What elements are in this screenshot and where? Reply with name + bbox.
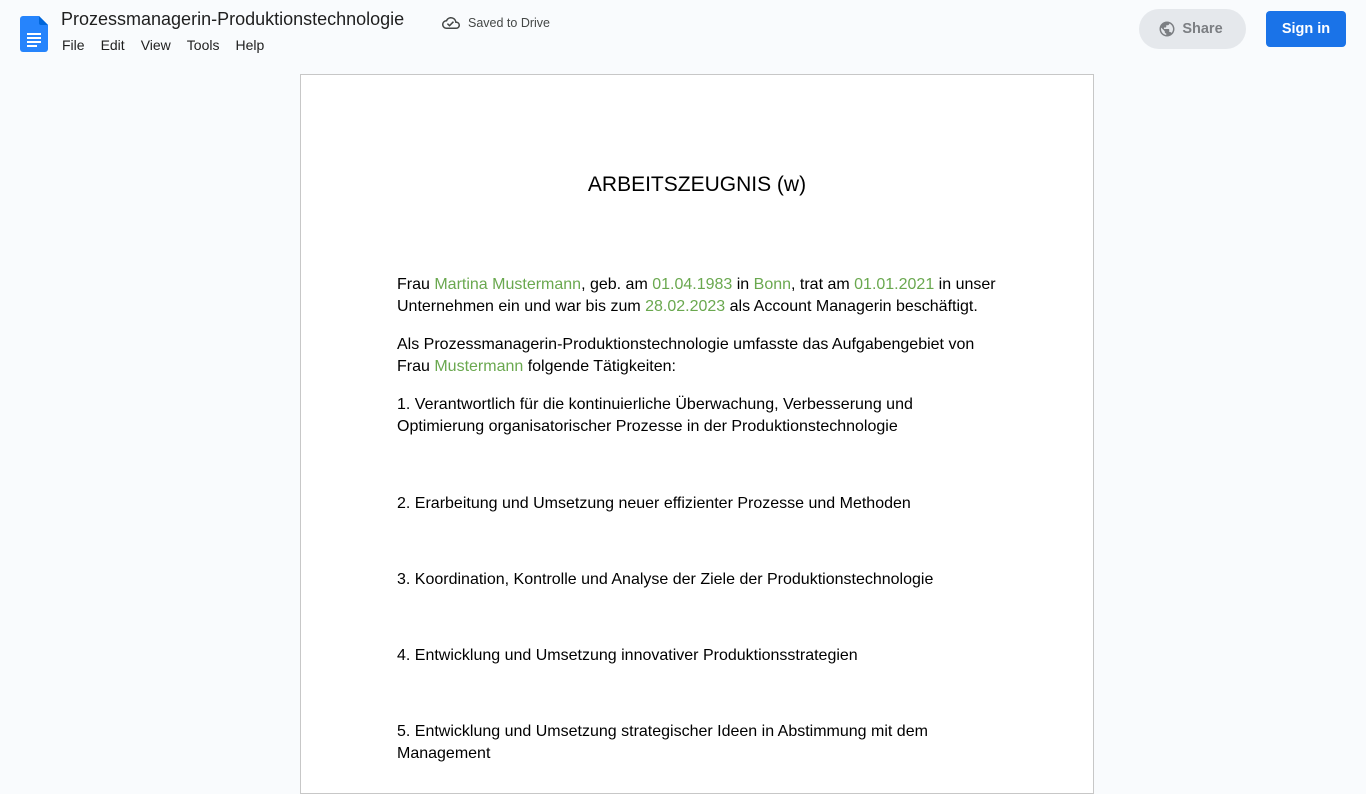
document-body bbox=[397, 274, 1001, 765]
task-item: 3. Koordination, Kontrolle und Analyse der Ziele der Produktionstechnologie bbox=[397, 571, 934, 588]
text-until: in unser Unternehmen ein und war bis zum bbox=[397, 276, 996, 315]
text-frau: Frau bbox=[397, 276, 435, 293]
task-item: 2. Erarbeitung und Umsetzung neuer effizienter Prozesse und Methoden bbox=[397, 495, 911, 512]
menu-tools[interactable]: Tools bbox=[186, 37, 220, 53]
share-button-label: Share bbox=[1182, 21, 1223, 37]
menu-file[interactable]: File bbox=[62, 37, 85, 53]
menu-help[interactable]: Help bbox=[235, 37, 265, 53]
cloud-saved-icon bbox=[442, 14, 460, 32]
save-status-label: Saved to Drive bbox=[468, 16, 550, 30]
top-bar bbox=[0, 0, 1366, 64]
employee-name: Martina Mustermann bbox=[434, 276, 582, 293]
task-item: 4. Entwicklung und Umsetzung innovativer Produktionsstrategien bbox=[397, 647, 858, 664]
menu-edit[interactable]: Edit bbox=[100, 37, 125, 53]
intro-paragraph bbox=[397, 274, 1001, 318]
menu-view[interactable]: View bbox=[140, 37, 171, 53]
text-born: , geb. am bbox=[581, 276, 653, 293]
birth-city: Bonn bbox=[753, 276, 792, 293]
text-role: Als Prozessmanagerin-Produktionstechnologie umfasste das Aufgabengebiet von Frau bbox=[397, 336, 975, 375]
birth-date: 01.04.1983 bbox=[652, 276, 733, 293]
text-in: in bbox=[732, 276, 754, 293]
google-docs-icon[interactable] bbox=[20, 16, 48, 52]
document-heading: ARBEITSZEUGNIS (w) bbox=[587, 173, 807, 196]
document-title[interactable]: Prozessmanagerin-Produktionstechnologie bbox=[61, 9, 405, 29]
menu-bar bbox=[54, 34, 272, 56]
task-item: 5. Entwicklung und Umsetzung strategischer Ideen in Abstimmung mit dem Management bbox=[397, 723, 928, 762]
tasks-intro-paragraph bbox=[397, 334, 1001, 378]
text-employed: als Account Managerin beschäftigt. bbox=[725, 298, 978, 315]
task-item: 1. Verantwortlich für die kontinuierliche Überwachung, Verbesserung und Optimierung organisatorischer Prozesse in der Produktionstechnologie bbox=[397, 396, 913, 435]
save-status[interactable] bbox=[442, 14, 550, 32]
text-tasks: folgende Tätigkeiten: bbox=[523, 358, 676, 375]
sign-in-button[interactable]: Sign in bbox=[1266, 11, 1346, 47]
start-date: 01.01.2021 bbox=[854, 276, 935, 293]
end-date: 28.02.2023 bbox=[645, 298, 726, 315]
globe-icon bbox=[1158, 20, 1176, 38]
document-page[interactable] bbox=[300, 74, 1094, 794]
employee-surname: Mustermann bbox=[434, 358, 524, 375]
text-joined: , trat am bbox=[791, 276, 855, 293]
share-button[interactable] bbox=[1139, 9, 1246, 49]
